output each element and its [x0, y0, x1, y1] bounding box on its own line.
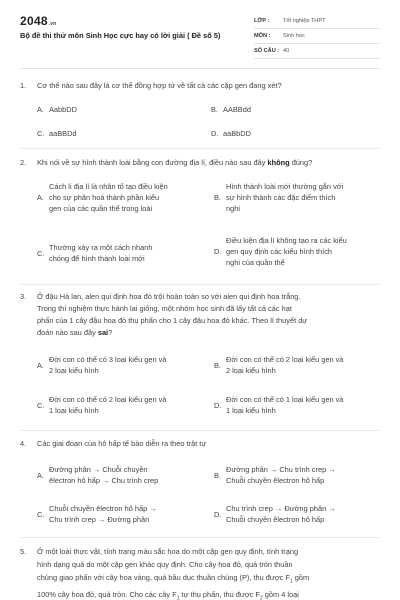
option-line: Thường xảy ra một cách nhanh	[49, 243, 153, 252]
option-line: Chuỗi chuyền êlectron hô hấp	[226, 515, 325, 524]
meta-value: 40	[283, 48, 290, 54]
option-text	[49, 394, 166, 416]
option-text	[226, 394, 343, 416]
option-line: Đời con có thể có 2 loại kiểu gen và	[49, 395, 167, 404]
question-divider	[20, 284, 380, 285]
option-c[interactable]	[37, 242, 209, 266]
option-text	[49, 503, 157, 525]
option-letter: D.	[214, 401, 222, 410]
option-letter: C.	[37, 401, 45, 410]
option-line: Đời con có thể có 1 loại kiểu gen và	[226, 395, 344, 404]
question-number: 5.	[20, 547, 27, 556]
option-b[interactable]	[214, 181, 380, 217]
option-a[interactable]	[37, 181, 209, 217]
option-line: Chu trình crep → Đường phân	[49, 515, 150, 524]
option-letter: A.	[37, 361, 44, 370]
question-text-part: ?	[108, 328, 113, 337]
question-text-part: đoán nào sau đây	[37, 328, 98, 337]
question-2	[20, 157, 380, 282]
page-header	[0, 0, 400, 68]
option-text	[226, 464, 336, 486]
option-line: 2 loại kiểu hình	[226, 366, 276, 375]
question-divider	[20, 430, 380, 431]
header-divider	[20, 68, 380, 69]
option-line: êlectron hô hấp → Chu trình crep	[49, 476, 159, 485]
question-4	[20, 438, 380, 533]
meta-row-class	[254, 14, 380, 29]
meta-value: Tốt nghiệp THPT	[283, 18, 326, 24]
option-line: 2 loại kiểu hình	[49, 366, 99, 375]
meta-value: Sinh học	[283, 33, 305, 39]
option-letter: A.	[37, 105, 44, 114]
option-text	[226, 235, 347, 268]
option-a[interactable]	[37, 354, 209, 378]
option-line: Cách li địa lí là nhân tố tạo điều kiện	[49, 182, 168, 191]
question-text-part: gồm 4 loại	[262, 590, 299, 600]
question-keyword: sai	[97, 328, 109, 337]
question-5	[20, 545, 380, 600]
question-text-part: Khi nói về sự hình thành loài bằng con đường địa lí, điều nào sau đây	[37, 158, 268, 167]
option-letter: B.	[214, 193, 221, 202]
question-text	[37, 157, 377, 169]
option-line: Đường phân → Chu trình crep →	[226, 465, 336, 474]
question-text	[37, 291, 377, 339]
option-letter: B.	[211, 105, 218, 114]
option-line: Chu trình crep → Đường phân →	[226, 504, 336, 513]
option-c[interactable]	[37, 503, 209, 527]
option-text	[226, 503, 336, 525]
option-line: gen quy định các kiểu hình thích	[226, 247, 333, 256]
meta-label: LỚP :	[254, 18, 270, 24]
option-text	[49, 242, 152, 264]
subscript: 1	[289, 578, 293, 585]
option-text: aaBBDd	[49, 129, 77, 138]
option-d[interactable]	[214, 394, 380, 418]
question-line	[37, 327, 377, 339]
meta-row-count	[254, 44, 380, 59]
question-1	[20, 80, 380, 145]
option-text: AabbDD	[49, 105, 77, 114]
question-text: Cơ thể nào sau đây là cơ thể đồng hợp tử về tất cả các cặp gen đang xét?	[37, 81, 282, 90]
meta-label: MÔN :	[254, 33, 271, 39]
option-text: AABBdd	[223, 105, 251, 114]
logo-suffix: .vn	[48, 21, 57, 27]
question-number: 1.	[20, 81, 27, 90]
question-line	[37, 571, 377, 588]
meta-label: SỐ CÂU :	[254, 48, 280, 54]
option-line: sự hình thành các đặc điểm thích	[226, 193, 336, 202]
option-letter: C.	[37, 510, 45, 519]
option-text	[226, 181, 343, 214]
option-letter: D.	[214, 510, 222, 519]
option-text	[226, 354, 343, 376]
option-d[interactable]	[214, 503, 380, 527]
option-line: Đời con có thể có 3 loại kiểu gen và	[49, 355, 167, 364]
question-line: Trong thí nghiệm thực hành lai giống, một nhóm học sinh đã lấy tất cả các hạt	[37, 304, 292, 313]
question-text-part: gồm	[292, 573, 310, 582]
option-line: Chuỗi chuyền êlectron hô hấp →	[49, 504, 157, 513]
logo-text: 2048	[20, 14, 48, 28]
option-line: 1 loại kiểu hình	[49, 406, 99, 415]
question-line: hình dạng quả do một cặp gen khác quy định. Cho cây hoa đỏ, quả tròn thuần	[37, 560, 293, 569]
question-text-part: đúng?	[289, 158, 313, 167]
option-text	[49, 464, 158, 486]
option-text	[49, 181, 168, 214]
question-3	[20, 291, 380, 426]
question-text: Các giai đoạn của hô hấp tế bào diễn ra theo trật tự	[37, 439, 207, 448]
exam-title: Bộ đề thi thử môn Sinh Học cực hay có lời giải ( Đề số 5)	[20, 31, 221, 40]
site-logo[interactable]	[20, 14, 56, 28]
option-b[interactable]	[214, 354, 380, 378]
option-letter: C.	[37, 129, 45, 138]
question-line: phấn của 1 cây đậu hoa đỏ thụ phấn cho 1 cây đậu hoa đỏ khác. Theo lí thuyết dự	[37, 316, 308, 325]
question-line	[37, 588, 377, 600]
option-line: Đường phân → Chuỗi chuyền	[49, 465, 148, 474]
subscript: 1	[176, 595, 180, 600]
question-line: Ở một loài thực vật, tính trạng màu sắc hoa do một cặp gen quy định, tính trạng	[37, 547, 299, 556]
option-line: 1 loại kiểu hình	[226, 406, 276, 415]
question-text-part: 100% cây hoa đỏ, quả tròn. Cho các cây F	[37, 590, 177, 600]
question-keyword: không	[267, 158, 290, 167]
question-number: 3.	[20, 292, 27, 301]
option-line: nghi của quần thể	[226, 258, 285, 267]
option-letter: D.	[211, 129, 219, 138]
option-letter: C.	[37, 249, 45, 258]
question-divider	[20, 537, 380, 538]
option-text: aaBbDD	[223, 129, 251, 138]
meta-row-subject	[254, 29, 380, 44]
option-line: Hình thành loài mới thường gắn với	[226, 182, 344, 191]
question-divider	[20, 148, 380, 149]
subscript: 2	[259, 595, 263, 600]
question-text-part: chủng giao phấn với cây hoa vàng, quả bầu dục thuần chủng (P), thu được F	[37, 573, 290, 582]
option-c[interactable]	[37, 394, 209, 418]
option-b[interactable]	[214, 464, 380, 488]
option-line: Điều kiện địa lí không tạo ra các kiểu	[226, 236, 347, 245]
option-line: nghi	[226, 204, 240, 213]
option-d[interactable]	[214, 235, 380, 271]
option-line: chóng để hình thành loài mới	[49, 254, 145, 263]
option-line: gen của các quần thể trong loài	[49, 204, 153, 213]
option-text	[49, 354, 166, 376]
option-letter: B.	[214, 361, 221, 370]
question-number: 4.	[20, 439, 27, 448]
option-a[interactable]	[37, 464, 209, 488]
option-letter: A.	[37, 471, 44, 480]
exam-meta-table	[254, 14, 380, 59]
question-line: Ở đậu Hà lan, alen qui định hoa đỏ trội hoàn toàn so với alen qui định hoa trắng.	[37, 292, 301, 301]
option-letter: A.	[37, 193, 44, 202]
question-text-part: tự thụ phấn, thu được F	[179, 590, 260, 600]
option-line: Đời con có thể có 2 loại kiểu gen và	[226, 355, 344, 364]
question-number: 2.	[20, 158, 27, 167]
option-line: Chuỗi chuyền êlectron hô hấp	[226, 476, 325, 485]
option-line: cho sự phân hoá thành phần kiểu	[49, 193, 160, 202]
option-letter: B.	[214, 471, 221, 480]
option-letter: D.	[214, 247, 222, 256]
question-text	[37, 545, 377, 600]
